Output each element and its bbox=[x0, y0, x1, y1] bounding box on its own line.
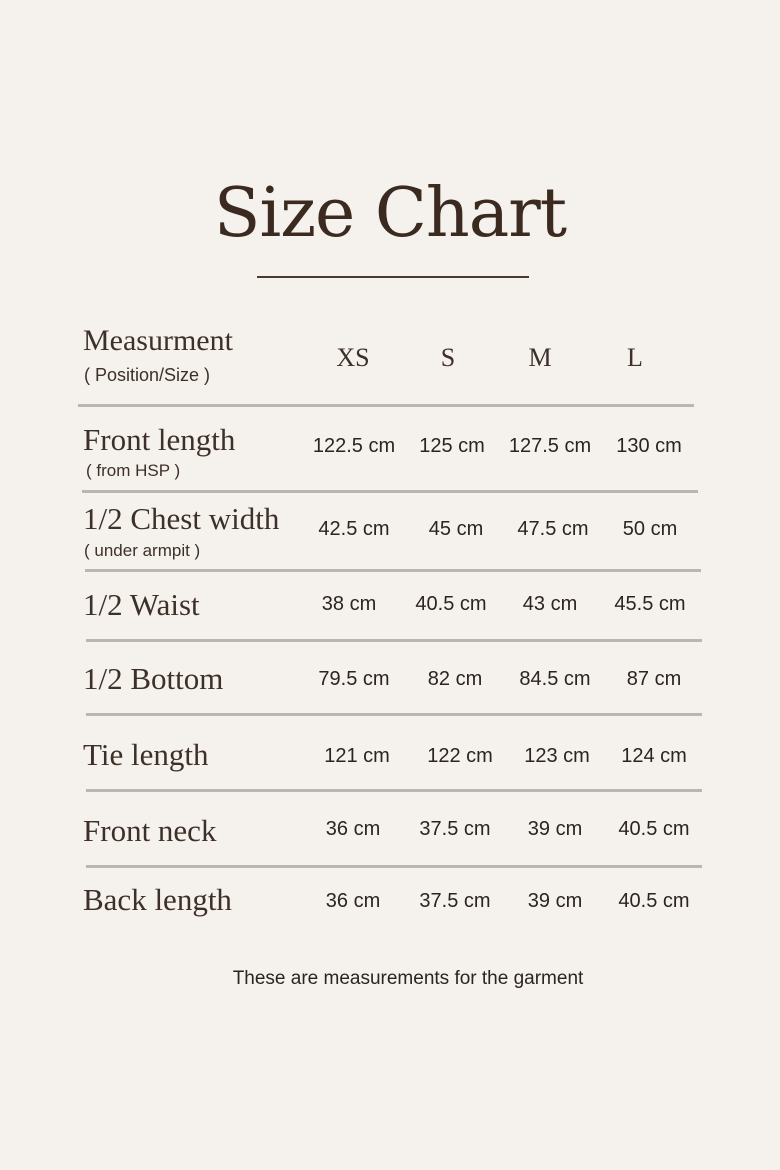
row-sublabel-chest-width: ( under armpit ) bbox=[84, 541, 201, 560]
cell-chest-width-m: 47.5 cm bbox=[517, 518, 589, 540]
cell-bottom-l: 87 cm bbox=[626, 668, 682, 690]
cell-waist-m: 43 cm bbox=[522, 593, 578, 615]
cell-waist-xs: 38 cm bbox=[321, 593, 377, 615]
cell-front-length-xs: 122.5 cm bbox=[312, 435, 396, 457]
size-header-xs: XS bbox=[336, 343, 370, 372]
cell-front-neck-xs: 36 cm bbox=[325, 818, 381, 840]
cell-waist-s: 40.5 cm bbox=[415, 593, 487, 615]
cell-front-length-s: 125 cm bbox=[419, 435, 485, 457]
row-label-back-length: Back length bbox=[83, 882, 232, 917]
size-header-l: L bbox=[627, 343, 643, 372]
title-underline bbox=[257, 276, 529, 278]
cell-front-neck-m: 39 cm bbox=[527, 818, 583, 840]
cell-tie-length-xs: 121 cm bbox=[324, 745, 390, 767]
cell-bottom-m: 84.5 cm bbox=[519, 668, 591, 690]
cell-chest-width-l: 50 cm bbox=[622, 518, 678, 540]
cell-bottom-s: 82 cm bbox=[427, 668, 483, 690]
row-label-chest-width: 1/2 Chest width bbox=[83, 501, 280, 536]
row-divider bbox=[86, 639, 702, 642]
row-divider bbox=[86, 713, 702, 716]
page-title: Size Chart bbox=[213, 174, 567, 253]
size-header-m: M bbox=[528, 343, 552, 372]
row-divider bbox=[85, 569, 701, 572]
cell-front-neck-s: 37.5 cm bbox=[419, 818, 491, 840]
cell-front-length-m: 127.5 cm bbox=[508, 435, 592, 457]
row-label-front-length: Front length bbox=[83, 422, 236, 457]
cell-waist-l: 45.5 cm bbox=[614, 593, 686, 615]
cell-front-neck-l: 40.5 cm bbox=[618, 818, 690, 840]
cell-back-length-s: 37.5 cm bbox=[419, 890, 491, 912]
cell-front-length-l: 130 cm bbox=[616, 435, 682, 457]
row-label-tie-length: Tie length bbox=[83, 737, 209, 772]
row-sublabel-front-length: ( from HSP ) bbox=[86, 461, 181, 480]
cell-back-length-xs: 36 cm bbox=[325, 890, 381, 912]
garment-measurement-note: These are measurements for the garment bbox=[232, 968, 584, 989]
row-divider bbox=[78, 404, 694, 407]
row-label-waist: 1/2 Waist bbox=[83, 587, 200, 622]
cell-chest-width-s: 45 cm bbox=[428, 518, 484, 540]
cell-bottom-xs: 79.5 cm bbox=[318, 668, 390, 690]
cell-back-length-m: 39 cm bbox=[527, 890, 583, 912]
row-label-front-neck: Front neck bbox=[83, 813, 217, 848]
row-divider bbox=[82, 490, 698, 493]
cell-tie-length-m: 123 cm bbox=[524, 745, 590, 767]
size-header-s: S bbox=[440, 343, 456, 372]
row-divider bbox=[86, 789, 702, 792]
row-label-bottom: 1/2 Bottom bbox=[83, 661, 224, 696]
cell-tie-length-l: 124 cm bbox=[621, 745, 687, 767]
header-position-size-label: ( Position/Size ) bbox=[84, 365, 211, 385]
row-divider bbox=[86, 865, 702, 868]
cell-tie-length-s: 122 cm bbox=[427, 745, 493, 767]
cell-back-length-l: 40.5 cm bbox=[618, 890, 690, 912]
header-measurement-label: Measurment bbox=[83, 324, 233, 357]
cell-chest-width-xs: 42.5 cm bbox=[318, 518, 390, 540]
